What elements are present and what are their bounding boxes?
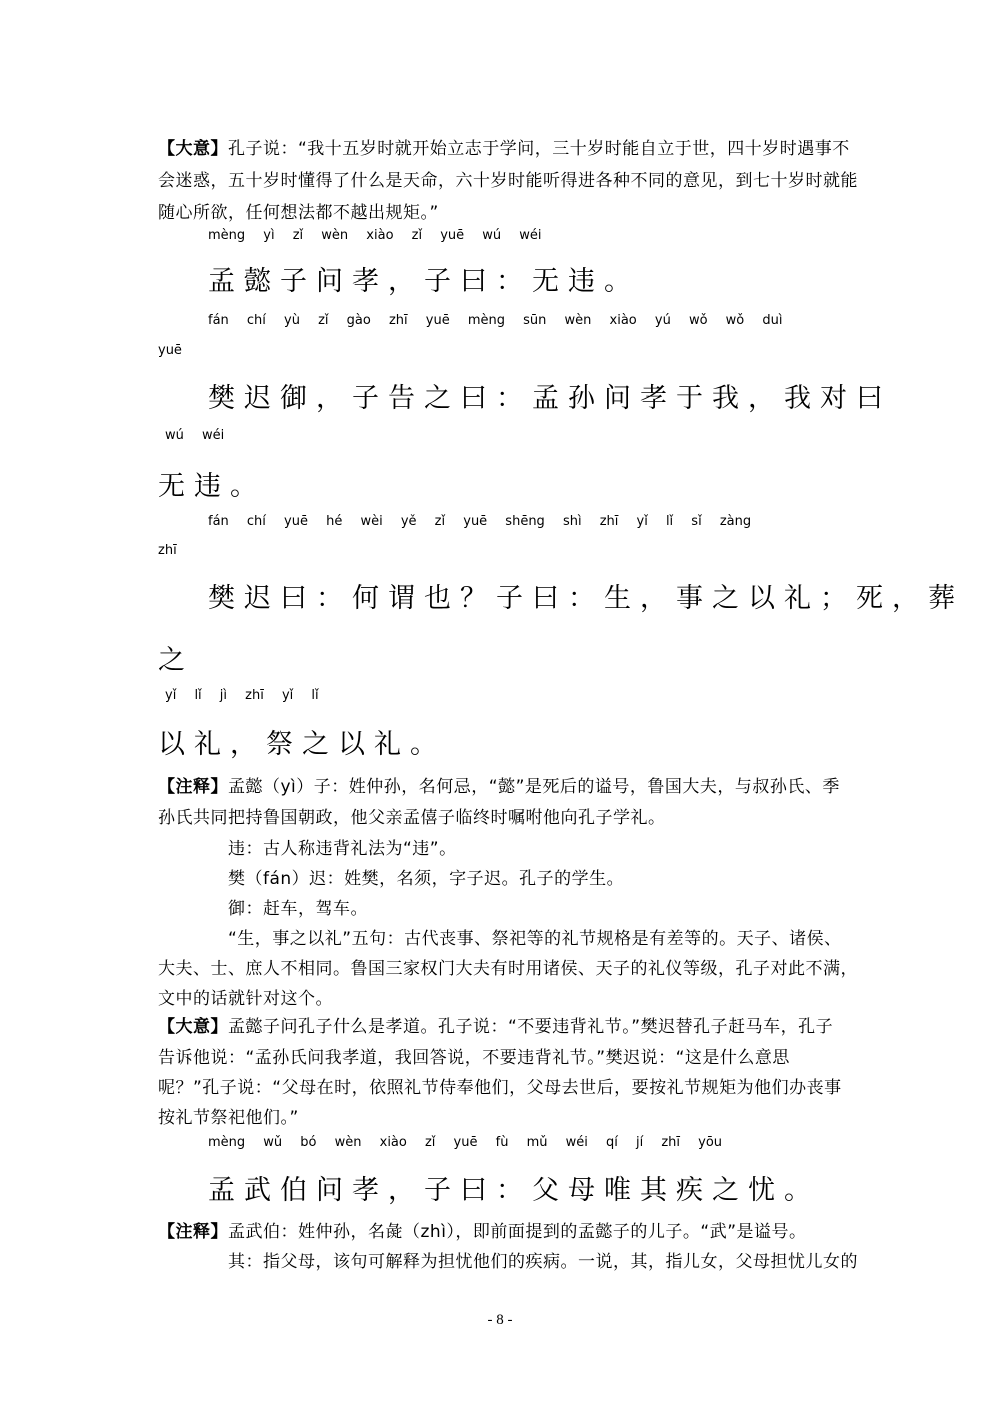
zhushi-tag: 【注释】 [158,777,228,797]
zhushi-paragraph-1-line-4: 樊（fán）迟：姓樊，名须，字子迟。孔子的学生。 [228,869,625,889]
zhushi-paragraph-2-line-2: 其：指父母，该句可解释为担忧他们的疾病。一说，其，指儿女，父母担忧儿女的 [228,1252,858,1272]
dayi-tag: 【大意】 [158,1017,228,1037]
verse-line: 以礼，祭之以礼。 [158,729,446,760]
dayi-paragraph-2-line-1 [158,1012,833,1037]
paragraph-text: 孟懿（yì）子：姓仲孙，名何忌，“懿”是死后的谥号，鲁国大夫，与叔孙氏、季 [228,777,840,797]
verse-line: 孟武伯问孝，子曰：父母唯其疾之忧。 [208,1175,820,1206]
dayi-tag: 【大意】 [158,139,228,159]
zhushi-paragraph-1-line-7: 大夫、士、庶人不相同。鲁国三家权门大夫有时用诸侯、天子的礼仪等级，孔子对此不满， [158,959,858,979]
paragraph-text: 孟武伯：姓仲孙，名彘（zhì），即前面提到的孟懿子的儿子。“武”是谥号。 [228,1222,807,1242]
zhushi-tag: 【注释】 [158,1222,228,1242]
dayi-paragraph-2-line-3: 呢？”孔子说：“父母在时，依照礼节侍奉他们，父母去世后，要按礼节规矩为他们办丧事 [158,1078,842,1098]
pinyin-line: wú wéi [165,428,225,443]
verse-line: 樊迟御，子告之曰：孟孙问孝于我，我对曰 [208,383,892,414]
zhushi-paragraph-1-line-2: 孙氏共同把持鲁国朝政，他父亲孟僖子临终时嘱咐他向孔子学礼。 [158,808,666,828]
verse-line: 孟懿子问孝，子曰：无违。 [208,266,640,297]
zhushi-paragraph-1-line-5: 御：赶车，驾车。 [228,899,368,919]
verse-line: 之 [158,645,194,676]
zhushi-paragraph-1-line-8: 文中的话就针对这个。 [158,989,333,1009]
pinyin-line: yuē [158,343,182,358]
dayi-paragraph-2-line-2: 告诉他说：“孟孙氏问我孝道，我回答说，不要违背礼节。”樊迟说：“这是什么意思 [158,1048,790,1068]
pinyin-line: mèng wǔ bó wèn xiào zǐ yuē fù mǔ wéi qí jí zhī yōu [208,1135,723,1150]
dayi-paragraph-1-line-2: 会迷惑，五十岁时懂得了什么是天命，六十岁时能听得进各种不同的意见，到七十岁时就能 [158,171,858,191]
pinyin-line: zhī [158,543,177,558]
dayi-paragraph-1-line-3: 随心所欲，任何想法都不越出规矩。” [158,203,439,223]
paragraph-text: 孔子说：“我十五岁时就开始立志于学问，三十岁时能自立于世，四十岁时遇事不 [228,139,850,159]
zhushi-paragraph-2-line-1 [158,1217,807,1242]
pinyin-line: fán chí yù zǐ gào zhī yuē mèng sūn wèn xiào yú wǒ wǒ duì [208,313,783,328]
zhushi-paragraph-1-line-1 [158,772,840,797]
verse-line: 无违。 [158,471,266,502]
paragraph-text: 孟懿子问孔子什么是孝道。孔子说：“不要违背礼节。”樊迟替孔子赶马车，孔子 [228,1017,834,1037]
pinyin-line: fán chí yuē hé wèi yě zǐ yuē shēng shì zhī yǐ lǐ sǐ zàng [208,514,752,529]
dayi-paragraph-2-line-4: 按礼节祭祀他们。” [158,1108,299,1128]
zhushi-paragraph-1-line-6: “生，事之以礼”五句：古代丧事、祭祀等的礼节规格是有差等的。天子、诸侯、 [228,929,842,949]
pinyin-line: yǐ lǐ jì zhī yǐ lǐ [165,688,319,703]
verse-line: 樊迟曰：何谓也？子曰：生，事之以礼；死，葬 [208,583,964,614]
page-number: - 8 - [487,1312,513,1328]
zhushi-paragraph-1-line-3: 违：古人称违背礼法为“违”。 [228,839,457,859]
dayi-paragraph-1-line-1 [158,134,850,159]
pinyin-line: mèng yì zǐ wèn xiào zǐ yuē wú wéi [208,228,542,243]
